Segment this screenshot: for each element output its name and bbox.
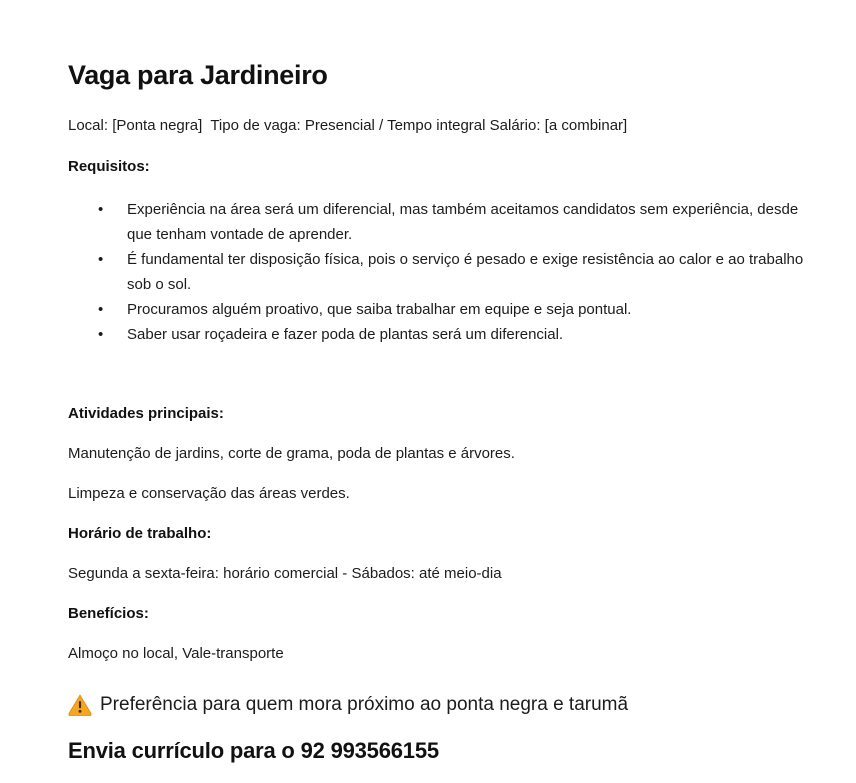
section-heading-beneficios: Benefícios: bbox=[68, 605, 149, 622]
atividades-paragraph: Manutenção de jardins, corte de grama, poda de plantas e árvores. bbox=[68, 445, 515, 462]
list-item bbox=[98, 197, 804, 247]
section-heading-atividades: Atividades principais: bbox=[68, 405, 224, 422]
atividades-paragraph: Limpeza e conservação das áreas verdes. bbox=[68, 485, 350, 502]
bullet-icon: • bbox=[98, 251, 104, 268]
warning-icon bbox=[68, 694, 92, 716]
bullet-icon: • bbox=[98, 201, 104, 218]
section-heading-requisitos: Requisitos: bbox=[68, 158, 150, 175]
horario-text: Segunda a sexta-feira: horário comercial - Sábados: até meio-dia bbox=[68, 565, 502, 582]
list-item-text: Experiência na área será um diferencial, mas também aceitamos candidatos sem experiência, desde que tenham vontade de aprender. bbox=[127, 201, 799, 243]
list-item bbox=[98, 297, 804, 322]
bullet-icon: • bbox=[98, 326, 104, 343]
list-item-text: Saber usar roçadeira e fazer poda de plantas será um diferencial. bbox=[127, 326, 564, 343]
requisitos-list bbox=[68, 197, 808, 347]
section-heading-horario: Horário de trabalho: bbox=[68, 525, 212, 542]
contact-line: Envia currículo para o 92 993566155 bbox=[68, 738, 439, 763]
page-title: Vaga para Jardineiro bbox=[68, 60, 328, 90]
list-item bbox=[98, 322, 804, 347]
list-item-text: Procuramos alguém proativo, que saiba trabalhar em equipe e seja pontual. bbox=[127, 301, 632, 318]
beneficios-text: Almoço no local, Vale-transporte bbox=[68, 645, 284, 662]
preference-text: Preferência para quem mora próximo ao ponta negra e tarumã bbox=[100, 694, 629, 715]
list-item-text: É fundamental ter disposição física, pois o serviço é pesado e exige resistência ao calor e ao trabalho sob o sol. bbox=[127, 251, 804, 293]
preference-note bbox=[68, 694, 820, 716]
list-item bbox=[98, 247, 804, 297]
bullet-icon: • bbox=[98, 301, 104, 318]
job-meta-line: Local: [Ponta negra] Tipo de vaga: Presencial / Tempo integral Salário: [a combinar] bbox=[68, 117, 628, 134]
